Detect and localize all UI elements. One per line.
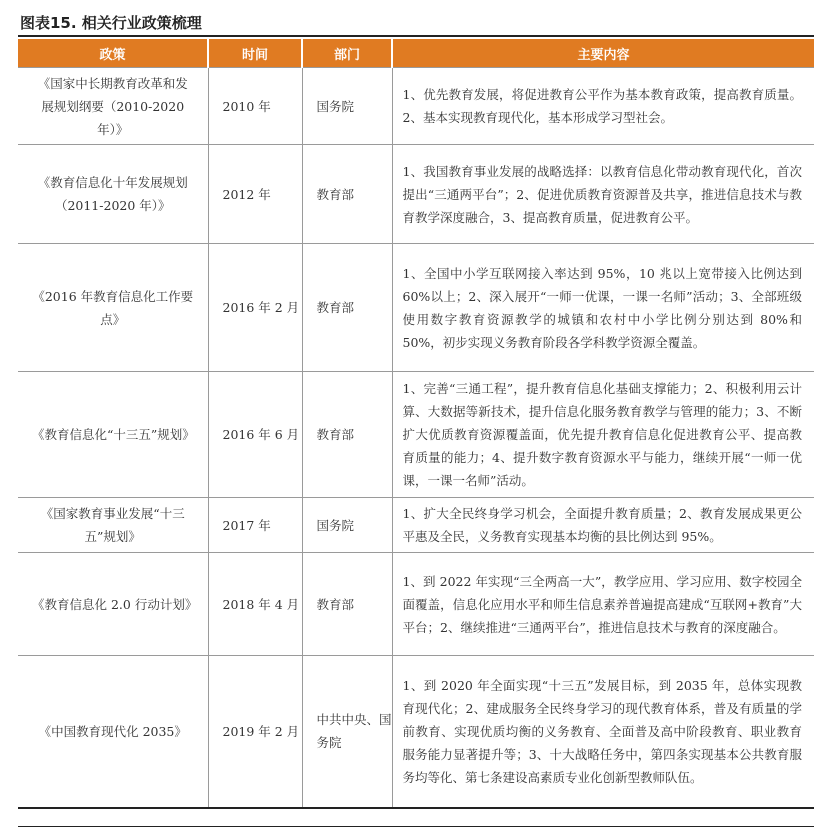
top-rule	[18, 35, 814, 37]
header-content: 主要内容	[392, 39, 814, 68]
header-time: 时间	[208, 39, 302, 68]
cell-dept: 国务院	[302, 68, 392, 145]
cell-content: 1、全国中小学互联网接入率达到 95%，10 兆以上宽带接入比例达到 60%以上；2、深入展开“一师一优课，一课一名师”活动；3、全部班级使用数字教育资源教学的城镇和农村中小学比例分别达到 80%和 50%，初步实现义务教育阶段各学科教学资源全覆盖。	[392, 244, 814, 372]
table-row	[18, 244, 814, 372]
policy-table	[18, 39, 814, 809]
figure-title: 图表15. 相关行业政策梳理	[20, 14, 202, 32]
cell-dept: 教育部	[302, 145, 392, 244]
cell-time: 2018 年 4 月	[208, 553, 302, 656]
table-header-row	[18, 39, 814, 68]
cell-time: 2019 年 2 月	[208, 656, 302, 808]
cell-dept: 中共中央、国务院	[302, 656, 392, 808]
cell-policy: 《教育信息化十年发展规划（2011-2020 年）》	[18, 145, 208, 244]
cell-time: 2012 年	[208, 145, 302, 244]
cell-content: 1、优先教育发展，将促进教育公平作为基本教育政策，提高教育质量。2、基本实现教育现代化，基本形成学习型社会。	[392, 68, 814, 145]
cell-content: 1、到 2022 年实现“三全两高一大”，教学应用、学习应用、数字校园全面覆盖，信息化应用水平和师生信息素养普遍提高建成“互联网+教育”大平台；2、继续推进“三通两平台”，推进信息技术与教育的深度融合。	[392, 553, 814, 656]
table-row	[18, 68, 814, 145]
header-dept: 部门	[302, 39, 392, 68]
table-row	[18, 553, 814, 656]
cell-policy: 《国家中长期教育改革和发展规划纲要（2010-2020年）》	[18, 68, 208, 145]
cell-time: 2010 年	[208, 68, 302, 145]
cell-time: 2016 年 6 月	[208, 372, 302, 498]
table-row	[18, 372, 814, 498]
cell-dept: 国务院	[302, 498, 392, 553]
table-row	[18, 498, 814, 553]
bottom-rule	[18, 826, 814, 827]
cell-content: 1、我国教育事业发展的战略选择：以教育信息化带动教育现代化，首次提出“三通两平台”；2、促进优质教育资源普及共享，推进信息技术与教育教学深度融合，3、提高教育质量，促进教育公平。	[392, 145, 814, 244]
cell-time: 2016 年 2 月	[208, 244, 302, 372]
table-row	[18, 145, 814, 244]
cell-content: 1、完善“三通工程”，提升教育信息化基础支撑能力；2、积极利用云计算、大数据等新技术，提升信息化服务教育教学与管理的能力；3、不断扩大优质教育资源覆盖面，优先提升教育信息化促进教育公平、提高教育质量的能力；4、提升数字教育资源水平与能力，继续开展“一师一优课，一课一名师”活动。	[392, 372, 814, 498]
cell-policy: 《国家教育事业发展“十三五”规划》	[18, 498, 208, 553]
cell-policy: 《教育信息化 2.0 行动计划》	[18, 553, 208, 656]
cell-policy: 《2016 年教育信息化工作要点》	[18, 244, 208, 372]
cell-content: 1、到 2020 年全面实现“十三五”发展目标，到 2035 年，总体实现教育现代化；2、建成服务全民终身学习的现代教育体系，普及有质量的学前教育、实现优质均衡的义务教育、全面普及高中阶段教育、职业教育服务能力显著提升等；3、十大战略任务中，第四条实现基本公共教育服务均等化、第七条建设高素质专业化创新型教师队伍。	[392, 656, 814, 808]
cell-dept: 教育部	[302, 372, 392, 498]
cell-time: 2017 年	[208, 498, 302, 553]
header-policy: 政策	[18, 39, 208, 68]
cell-content: 1、扩大全民终身学习机会，全面提升教育质量；2、教育发展成果更公平惠及全民，义务教育实现基本均衡的县比例达到 95%。	[392, 498, 814, 553]
cell-dept: 教育部	[302, 553, 392, 656]
cell-policy: 《中国教育现代化 2035》	[18, 656, 208, 808]
cell-dept: 教育部	[302, 244, 392, 372]
table-row	[18, 656, 814, 808]
cell-policy: 《教育信息化“十三五”规划》	[18, 372, 208, 498]
